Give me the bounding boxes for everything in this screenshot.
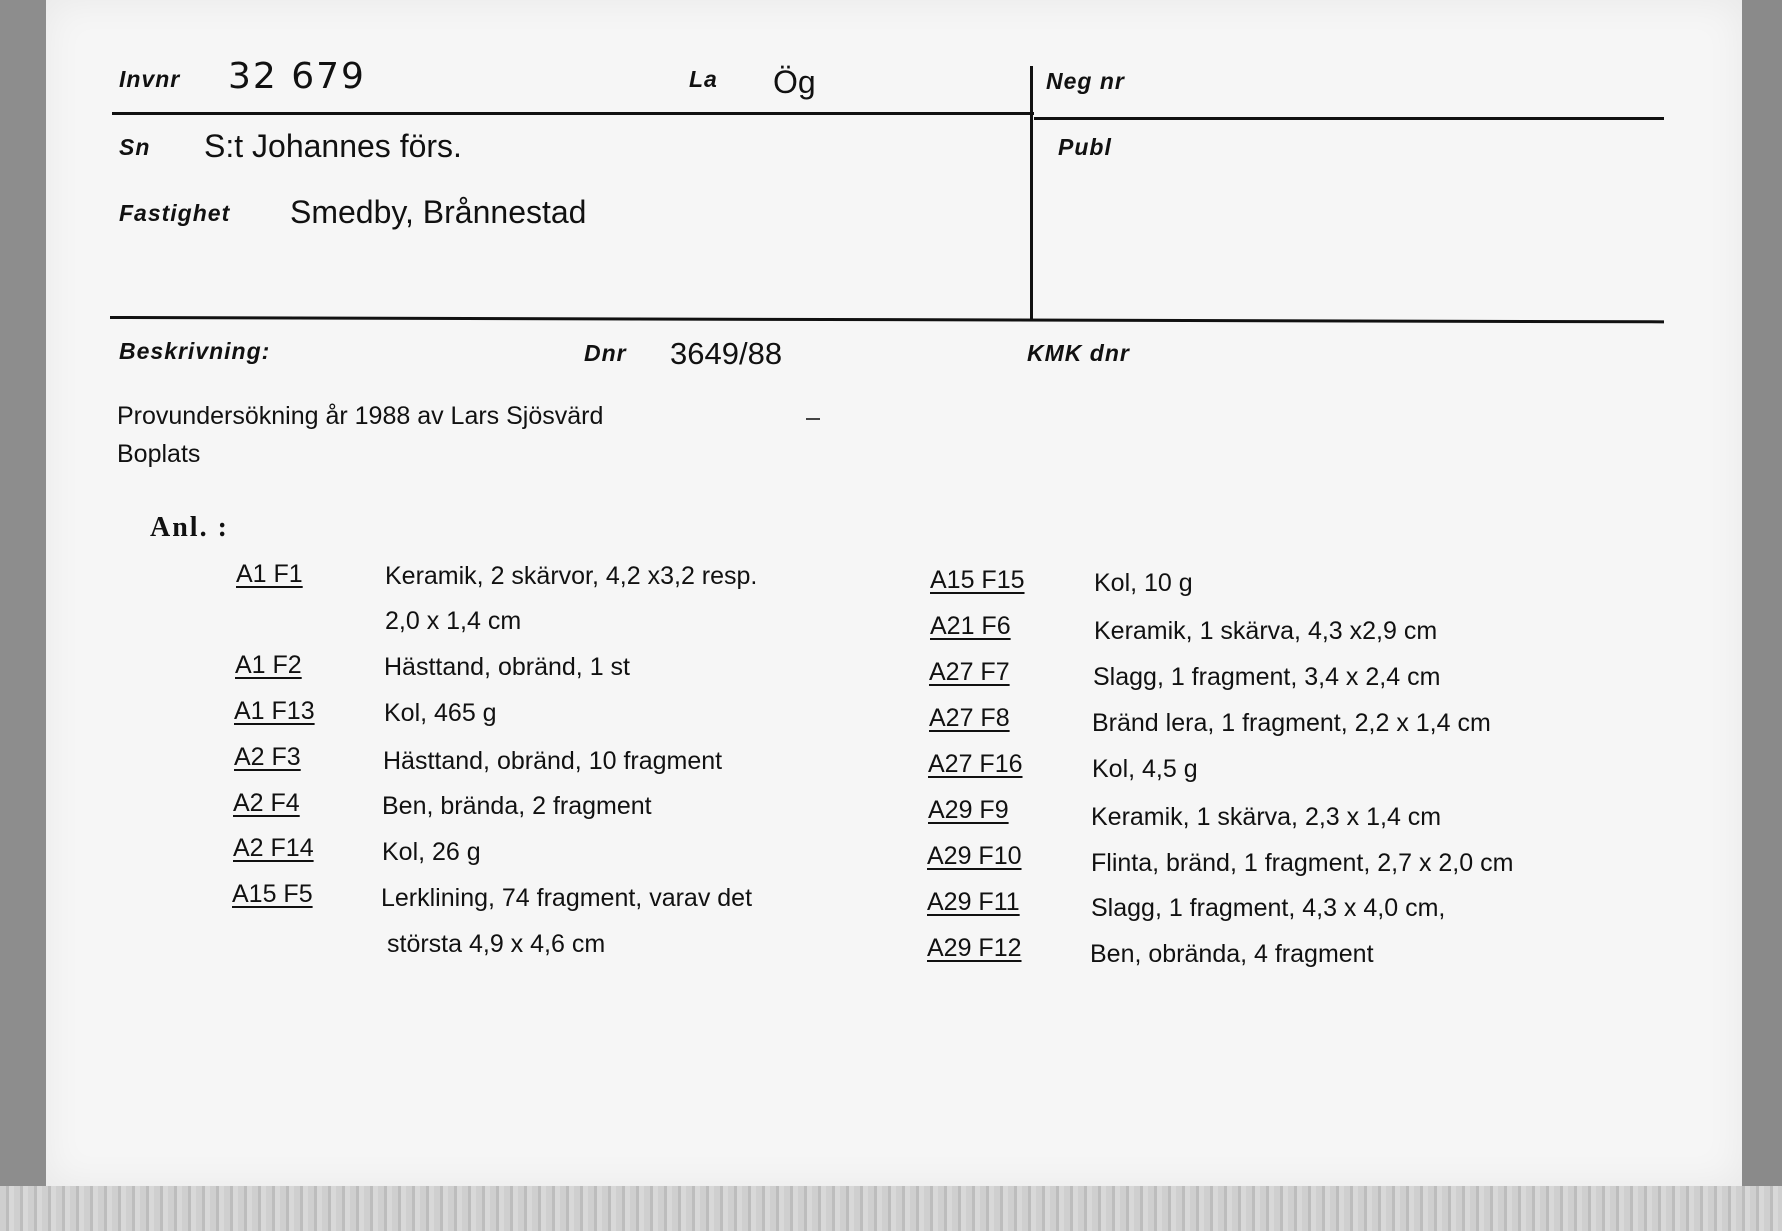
find-code: A1 F1 xyxy=(236,560,303,588)
la-value: Ög xyxy=(773,64,816,100)
find-code: A2 F14 xyxy=(233,834,314,862)
find-code: A27 F8 xyxy=(929,704,1010,732)
description-line-2: Boplats xyxy=(117,440,201,468)
find-description: Hästtand, obränd, 10 fragment xyxy=(383,747,723,775)
beskrivning-label: Beskrivning: xyxy=(119,338,271,364)
publ-label: Publ xyxy=(1058,134,1112,160)
find-description: Kol, 10 g xyxy=(1094,569,1193,597)
find-description-cont: 2,0 x 1,4 cm xyxy=(385,607,522,635)
find-code: A27 F7 xyxy=(929,658,1010,686)
find-description: Kol, 4,5 g xyxy=(1092,755,1198,783)
find-description: Slagg, 1 fragment, 4,3 x 4,0 cm, xyxy=(1091,894,1446,922)
find-description: Flinta, bränd, 1 fragment, 2,7 x 2,0 cm xyxy=(1091,849,1514,877)
invnr-value: 32 679 xyxy=(228,56,366,97)
find-code: A29 F12 xyxy=(927,934,1022,962)
anl-label: Anl. : xyxy=(150,512,229,543)
find-code: A21 F6 xyxy=(930,612,1011,640)
find-code: A1 F2 xyxy=(235,651,302,679)
fastighet-label: Fastighet xyxy=(119,200,231,226)
find-code: A15 F5 xyxy=(232,880,313,908)
scan-bottom-edge xyxy=(0,1186,1782,1231)
catalog-card xyxy=(46,0,1742,1186)
header-divider xyxy=(1030,66,1033,320)
sn-value: S:t Johannes förs. xyxy=(204,128,462,164)
scan-edge xyxy=(1742,0,1782,1186)
header-top-line xyxy=(112,112,1034,115)
find-code: A15 F15 xyxy=(930,566,1025,594)
find-description: Keramik, 1 skärva, 4,3 x2,9 cm xyxy=(1094,617,1438,645)
find-description: Ben, brända, 2 fragment xyxy=(382,792,652,820)
find-description: Slagg, 1 fragment, 3,4 x 2,4 cm xyxy=(1093,663,1441,691)
find-description: Kol, 26 g xyxy=(382,838,481,866)
la-label: La xyxy=(689,66,718,92)
find-code: A29 F9 xyxy=(928,796,1009,824)
sn-label: Sn xyxy=(119,134,151,160)
find-description-cont: största 4,9 x 4,6 cm xyxy=(387,930,606,958)
find-description: Hästtand, obränd, 1 st xyxy=(384,653,630,681)
find-description: Ben, obrända, 4 fragment xyxy=(1090,940,1374,968)
find-code: A29 F10 xyxy=(927,842,1022,870)
stray-mark xyxy=(806,418,820,420)
find-description: Bränd lera, 1 fragment, 2,2 x 1,4 cm xyxy=(1092,709,1491,737)
negnr-label: Neg nr xyxy=(1046,68,1125,94)
kmk-dnr-label: KMK dnr xyxy=(1027,340,1130,366)
find-description: Keramik, 2 skärvor, 4,2 x3,2 resp. xyxy=(385,562,758,590)
description-line-1: Provundersökning år 1988 av Lars Sjösvärd xyxy=(117,402,604,430)
find-code: A1 F13 xyxy=(234,697,315,725)
header-top-line-right xyxy=(1034,117,1664,120)
find-code: A2 F3 xyxy=(234,743,301,771)
dnr-label: Dnr xyxy=(584,340,627,366)
fastighet-value: Smedby, Brånnestad xyxy=(290,194,587,230)
find-description: Keramik, 1 skärva, 2,3 x 1,4 cm xyxy=(1091,803,1442,831)
find-code: A27 F16 xyxy=(928,750,1023,778)
find-description: Lerklining, 74 fragment, varav det xyxy=(381,884,753,912)
invnr-label: Invnr xyxy=(119,66,181,92)
find-description: Kol, 465 g xyxy=(384,699,497,727)
find-code: A29 F11 xyxy=(927,888,1020,916)
find-code: A2 F4 xyxy=(233,789,300,817)
dnr-value: 3649/88 xyxy=(670,336,783,371)
